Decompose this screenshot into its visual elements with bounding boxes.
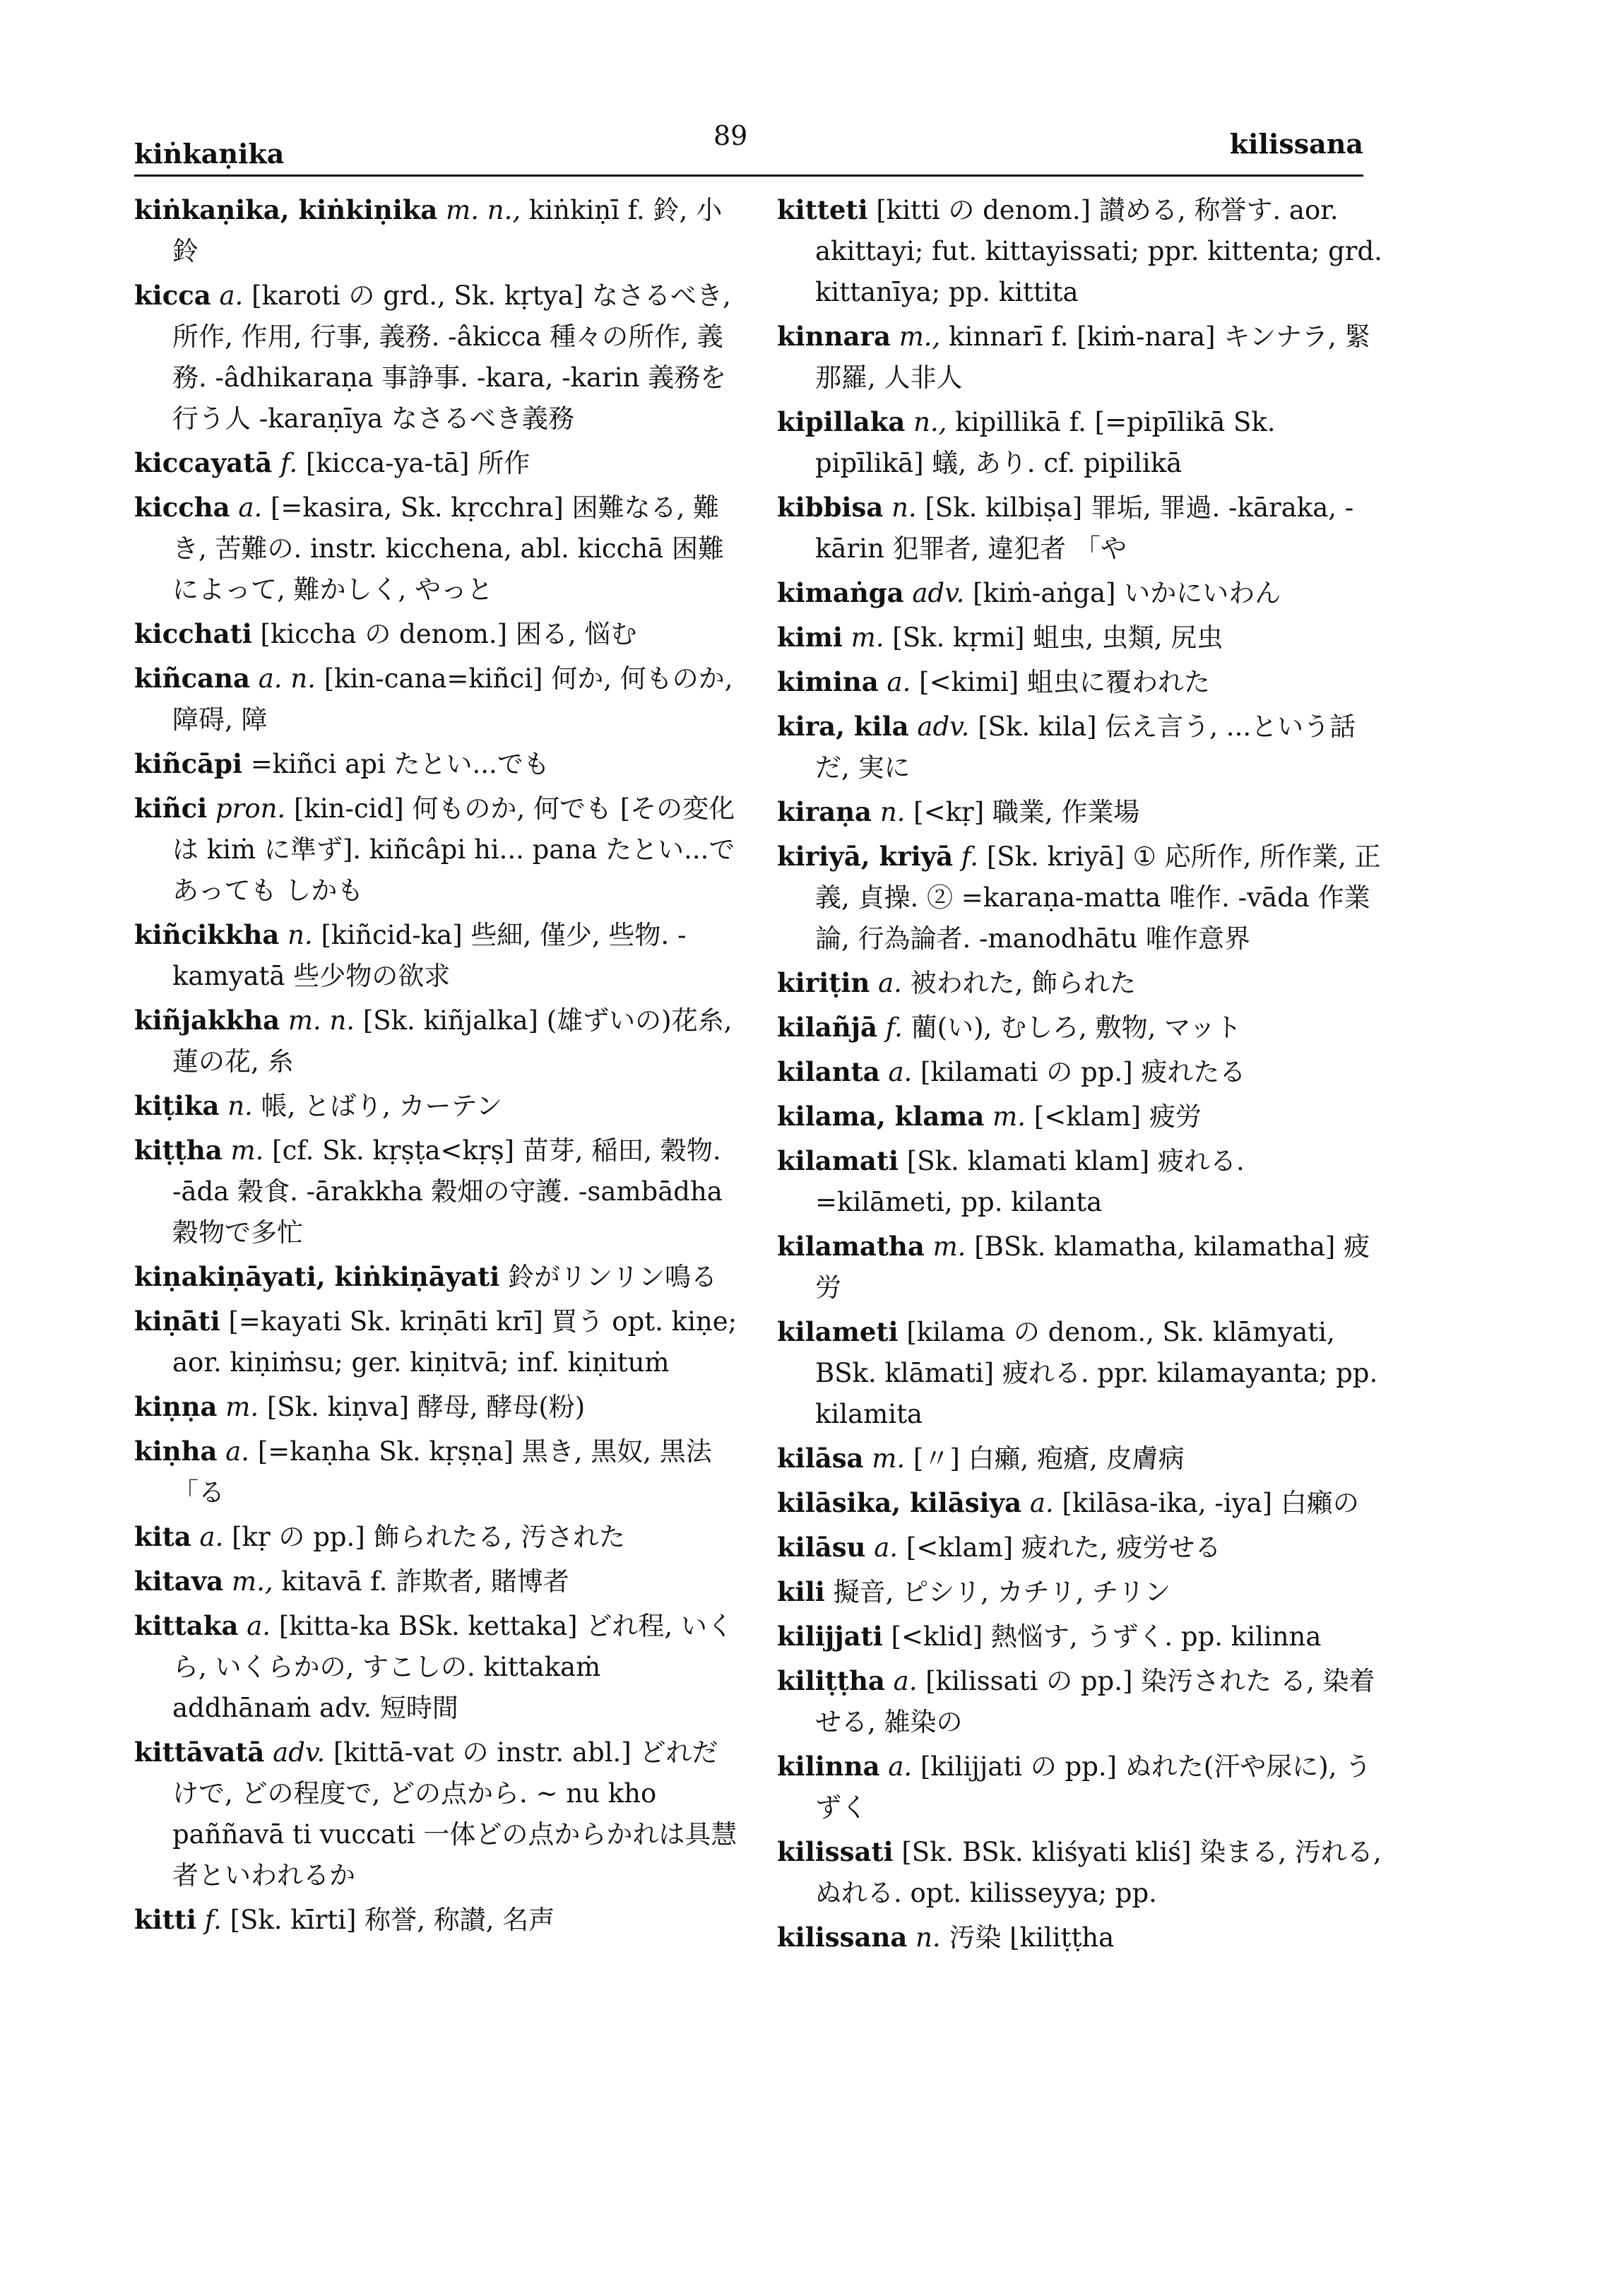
entry-grammar: a.	[247, 1611, 271, 1641]
dictionary-entry	[777, 706, 1385, 788]
entry-definition: kinnarī f. [kiṁ-nara] キンナラ, 緊那羅, 人非人	[815, 321, 1371, 393]
dictionary-entry	[134, 442, 742, 484]
entry-headword: kilanta	[777, 1056, 880, 1087]
entry-headword: kittaka	[134, 1610, 239, 1641]
entry-headword: kili	[777, 1576, 825, 1607]
entry-definition: [kilamati の pp.] 疲れたる	[920, 1057, 1246, 1087]
entry-definition: 藺(い), むしろ, 敷物, マット	[911, 1012, 1242, 1043]
dictionary-entry	[777, 1096, 1385, 1137]
left-guide-word: kiṅkaṇika	[134, 138, 285, 170]
entry-grammar: f.	[961, 841, 979, 872]
dictionary-entry	[777, 1482, 1385, 1524]
entry-definition: [kitti の denom.] 讃める, 称誉す. aor. akittayi; fut. kittayissati; ppr. kittenta; grd. kittanīya; pp. kittita	[815, 195, 1382, 307]
entry-headword: kilama, klama	[777, 1101, 985, 1132]
entry-headword: kittāvatā	[134, 1737, 265, 1768]
entry-definition: [Sk. kiñjalka] (雄ずいの)花糸, 蓮の花, 糸	[172, 1005, 733, 1077]
entry-headword: kimaṅga	[777, 577, 904, 608]
entry-headword: kiñci	[134, 793, 208, 824]
entry-definition: 帳, とばり, カーテン	[261, 1091, 502, 1121]
entry-headword: kitteti	[777, 194, 868, 225]
entry-headword: kilamati	[777, 1145, 899, 1176]
dictionary-entry	[777, 189, 1385, 313]
entry-headword: kilameti	[777, 1316, 899, 1347]
header-rule	[134, 175, 1363, 177]
entry-grammar: a.	[1029, 1488, 1054, 1518]
entry-headword: kiṇakiṇāyati, kiṅkiṇāyati	[134, 1261, 500, 1292]
entry-headword: kita	[134, 1521, 191, 1552]
entry-definition: [Sk. kila] 伝え言う, ...という話だ, 実に	[815, 711, 1356, 783]
entry-grammar: f.	[204, 1905, 222, 1935]
dictionary-entry	[777, 316, 1385, 398]
entry-definition: [kilāsa-ika, -iya] 白癩の	[1062, 1488, 1359, 1518]
entry-definition: [kin-cana=kiñci] 何か, 何ものか, 障碍, 障	[172, 663, 733, 735]
entry-headword: kibbisa	[777, 492, 884, 523]
entry-headword: kiñcāpi	[134, 748, 243, 779]
entry-definition: [Sk. kīrti] 称誉, 称讃, 名声	[230, 1905, 555, 1935]
entry-headword: kilamatha	[777, 1231, 925, 1262]
entry-grammar: a.	[219, 280, 244, 311]
entry-grammar: a.	[878, 968, 902, 998]
entry-headword: kiṇāti	[134, 1306, 220, 1337]
entry-grammar: m. n.,	[446, 195, 521, 225]
dictionary-entry	[777, 1831, 1385, 1914]
dictionary-entry	[777, 836, 1385, 959]
dictionary-entry	[134, 914, 742, 997]
dictionary-entry	[134, 275, 742, 439]
dictionary-entry	[777, 661, 1385, 703]
dictionary-entry	[134, 788, 742, 911]
entry-definition: [=kayati Sk. kriṇāti krī] 買う opt. kiṇe; aor. kiṇiṁsu; ger. kiṇitvā; inf. kiṇituṁ	[172, 1306, 737, 1378]
dictionary-entry	[777, 1226, 1385, 1308]
entry-grammar: m.	[230, 1135, 264, 1166]
entry-definition: kitavā f. 詐欺者, 賭博者	[281, 1566, 569, 1597]
entry-headword: kiñcana	[134, 663, 250, 694]
dictionary-entry	[777, 1571, 1385, 1613]
entry-definition: [Sk. kilbiṣa] 罪垢, 罪過. -kāraka, -kārin 犯罪者, 違犯者 「や	[815, 492, 1354, 564]
dictionary-entry	[134, 1130, 742, 1253]
dictionary-entry	[134, 1516, 742, 1558]
entry-headword: kiriṭin	[777, 967, 870, 998]
entry-grammar: a.	[238, 492, 263, 523]
entry-headword: kicca	[134, 280, 211, 311]
entry-grammar: m.,	[232, 1566, 273, 1597]
entry-headword: kilañjā	[777, 1012, 877, 1043]
entry-definition: [Sk. BSk. kliśyati kliś] 染まる, 汚れる, ぬれる. opt. kilisseyya; pp.	[815, 1837, 1382, 1908]
entry-grammar: a.	[887, 667, 911, 697]
entry-grammar: f.	[280, 448, 298, 478]
page-header	[134, 120, 1363, 177]
entry-grammar: f.	[885, 1012, 903, 1043]
entry-headword: kitti	[134, 1904, 196, 1935]
entry-headword: kilissati	[777, 1836, 894, 1867]
entry-headword: kicchati	[134, 618, 252, 649]
entry-definition: kiṅkiṇī f. 鈴, 小鈴	[172, 195, 723, 266]
dictionary-entry	[777, 572, 1385, 614]
entry-grammar: adv.	[273, 1737, 326, 1768]
entry-headword: kilinna	[777, 1751, 880, 1782]
entry-definition: 汚染 ⌊kiliṭṭha	[949, 1922, 1115, 1953]
entry-grammar: m.	[850, 622, 884, 653]
entry-headword: kimi	[777, 622, 843, 653]
entry-headword: kiṭika	[134, 1090, 220, 1121]
entry-definition: [Sk. kiṇva] 酵母, 酵母(粉)	[266, 1392, 586, 1422]
entry-definition: 被われた, 飾られた	[910, 968, 1137, 998]
dictionary-entry	[777, 1140, 1385, 1223]
dictionary-entry	[777, 1616, 1385, 1657]
dictionary-entry	[134, 1431, 742, 1513]
entry-definition: [Sk. kṛmi] 蛆虫, 虫類, 尻虫	[892, 622, 1223, 653]
dictionary-entry	[134, 613, 742, 655]
entry-definition: [Sk. kriyā] ① 応所作, 所作業, 正義, 貞操. ② =karaṇa-matta 唯作. -vāda 作業論, 行為論者. -manodhātu 唯作意界	[815, 841, 1381, 954]
dictionary-entry	[134, 658, 742, 740]
entry-definition: [〃] 白癩, 疱瘡, 皮膚病	[913, 1443, 1185, 1474]
entry-grammar: a.	[199, 1522, 224, 1552]
entry-headword: kilāsa	[777, 1443, 864, 1474]
entry-headword: kiriyā, kriyā	[777, 841, 954, 872]
entry-grammar: a.	[893, 1666, 918, 1696]
entry-definition: [kin-cid] 何ものか, 何でも [その変化は kiṁ に準ず]. kiñcâpi hi... pana たとい...であっても しかも	[172, 793, 735, 906]
entry-definition: [<klam] 疲労	[1033, 1101, 1202, 1132]
dictionary-entry	[777, 962, 1385, 1004]
entry-headword: kiñjakkha	[134, 1005, 280, 1036]
right-column	[777, 189, 1385, 1961]
entry-headword: kiṭṭha	[134, 1135, 223, 1166]
entry-grammar: a.	[888, 1751, 913, 1782]
entry-grammar: n.	[915, 1922, 941, 1953]
entry-grammar: adv.	[917, 711, 970, 742]
dictionary-entry	[134, 1301, 742, 1383]
entry-grammar: m.	[932, 1231, 966, 1262]
entry-definition: [kiṁ-aṅga] いかにいわん	[973, 578, 1281, 608]
dictionary-entry	[777, 1051, 1385, 1093]
entry-grammar: m.,	[899, 321, 941, 352]
entry-definition: =kiñci api たとい...でも	[250, 749, 550, 779]
entry-definition: [karoti の grd., Sk. kṛtya] なさるべき, 所作, 作用, 行事, 義務. -âkicca 種々の所作, 義務. -âdhikaraṇa 事諍事. -kara, -karin 義務を行う人 -karaṇīya なさるべき義務	[172, 280, 731, 434]
entry-definition: [kittā-vat の instr. abl.] どれだけで, どの程度で, どの点から. ~ nu kho paññavā ti vuccati 一体どの点からかれは具慧者といわれるか	[172, 1737, 737, 1891]
entry-grammar: pron.	[215, 793, 286, 824]
dictionary-entry	[134, 487, 742, 610]
entry-grammar: m.	[872, 1443, 906, 1474]
entry-definition: [<kimi] 蛆虫に覆われた	[919, 667, 1210, 697]
entry-definition: [=kasira, Sk. kṛcchra] 困難なる, 難き, 苦難の. instr. kicchena, abl. kicchā 困難によって, 難かしく, やっと	[172, 492, 724, 605]
entry-definition: [kiñcid-ka] 些細, 僅少, 些物. -kamyatā 些少物の欲求	[172, 920, 687, 991]
dictionary-entry	[777, 1917, 1385, 1958]
dictionary-entry	[777, 1311, 1385, 1435]
entry-definition: [kiccha の denom.] 困る, 悩む	[260, 619, 637, 649]
entry-definition: [<klid] 熱悩す, うずく. pp. kilinna	[891, 1621, 1322, 1652]
entry-grammar: a. n.	[258, 663, 316, 694]
dictionary-entry	[777, 487, 1385, 569]
entry-grammar: a.	[874, 1532, 899, 1563]
entry-headword: kiccayatā	[134, 447, 273, 478]
entry-grammar: a.	[225, 1436, 250, 1467]
entry-definition: [kilijjati の pp.] ぬれた(汗や尿に), うずく	[815, 1751, 1372, 1823]
dictionary-entry	[134, 1085, 742, 1127]
dictionary-entry	[134, 1256, 742, 1298]
dictionary-entry	[777, 1438, 1385, 1479]
entry-headword: kiñcikkha	[134, 919, 280, 950]
entry-definition: [Sk. klamati klam] 疲れる. =kilāmeti, pp. kilanta	[815, 1146, 1245, 1217]
entry-grammar: n.,	[913, 407, 947, 437]
entry-grammar: n.	[227, 1091, 253, 1121]
dictionary-entry	[134, 1561, 742, 1602]
entry-headword: kiṇha	[134, 1436, 218, 1467]
entry-headword: kipillaka	[777, 406, 906, 437]
entry-definition: [cf. Sk. kṛṣṭa<kṛṣ] 苗芽, 稲田, 穀物. -āda 穀食. -ārakkha 穀畑の守護. -sambādha 穀物で多忙	[172, 1135, 723, 1248]
entry-headword: kira, kila	[777, 711, 909, 742]
entry-headword: kilissana	[777, 1922, 908, 1953]
entry-definition: [kṛ の pp.] 飾られたる, 汚された	[232, 1522, 626, 1552]
dictionary-entry	[777, 1527, 1385, 1568]
right-guide-word: kilissana	[1229, 128, 1363, 160]
entry-grammar: adv.	[912, 578, 965, 608]
dictionary-entry	[777, 1660, 1385, 1743]
entry-definition: [BSk. klamatha, kilamatha] 疲労	[815, 1231, 1370, 1303]
dictionary-entry	[134, 1899, 742, 1941]
entry-definition: [<klam] 疲れた, 疲労せる	[906, 1532, 1221, 1563]
entry-definition: [kilissati の pp.] 染汚された る, 染着せる, 雑染の	[815, 1666, 1375, 1737]
dictionary-entry	[134, 743, 742, 785]
dictionary-entry	[134, 1605, 742, 1729]
dictionary-entry	[777, 1007, 1385, 1048]
entry-headword: kilāsu	[777, 1532, 866, 1563]
dictionary-entry	[777, 401, 1385, 484]
left-column	[134, 189, 742, 1944]
entry-headword: kimina	[777, 666, 879, 697]
entry-grammar: n.	[891, 492, 917, 523]
entry-definition: 鈴がリンリン鳴る	[508, 1262, 718, 1292]
entry-headword: kiraṇa	[777, 796, 872, 827]
entry-grammar: n.	[879, 797, 906, 827]
dictionary-entry	[777, 791, 1385, 833]
entry-headword: kilāsika, kilāsiya	[777, 1487, 1022, 1518]
entry-definition: kipillikā f. [=pipīlikā Sk. pipīlikā] 蟻, あり. cf. pipilikā	[815, 407, 1276, 478]
entry-headword: kitava	[134, 1566, 224, 1597]
entry-headword: kiṇṇa	[134, 1391, 218, 1422]
dictionary-entry	[134, 1732, 742, 1896]
dictionary-entry	[134, 189, 742, 272]
entry-definition: [kicca-ya-tā] 所作	[305, 448, 531, 478]
entry-headword: kinnara	[777, 321, 891, 352]
entry-headword: kiliṭṭha	[777, 1665, 885, 1696]
dictionary-entry	[134, 1386, 742, 1428]
entry-grammar: a.	[888, 1057, 913, 1087]
dictionary-entry	[134, 1000, 742, 1082]
entry-headword: kilijjati	[777, 1621, 883, 1652]
entry-definition: [kitta-ka BSk. kettaka] どれ程, いくら, いくらかの, すこしの. kittakaṁ addhānaṁ adv. 短時間	[172, 1611, 733, 1723]
entry-definition: [<kṛ] 職業, 作業場	[913, 797, 1140, 827]
entry-grammar: m.	[225, 1392, 259, 1422]
entry-definition: [=kaṇha Sk. kṛṣṇa] 黒き, 黒奴, 黒法 「る	[172, 1436, 712, 1508]
entry-headword: kiṅkaṇika, kiṅkiṇika	[134, 194, 438, 225]
dictionary-entry	[777, 617, 1385, 658]
entry-definition: [kilama の denom., Sk. klāmyati, BSk. klāmati] 疲れる. ppr. kilamayanta; pp. kilamita	[815, 1317, 1378, 1429]
entry-grammar: m. n.	[288, 1005, 355, 1036]
entry-grammar: n.	[288, 920, 313, 950]
page-number: 89	[713, 120, 748, 151]
entry-definition: 擬音, ピシリ, カチリ, チリン	[833, 1577, 1171, 1607]
entry-grammar: m.	[992, 1101, 1026, 1132]
entry-headword: kiccha	[134, 492, 230, 523]
dictionary-entry	[777, 1746, 1385, 1828]
